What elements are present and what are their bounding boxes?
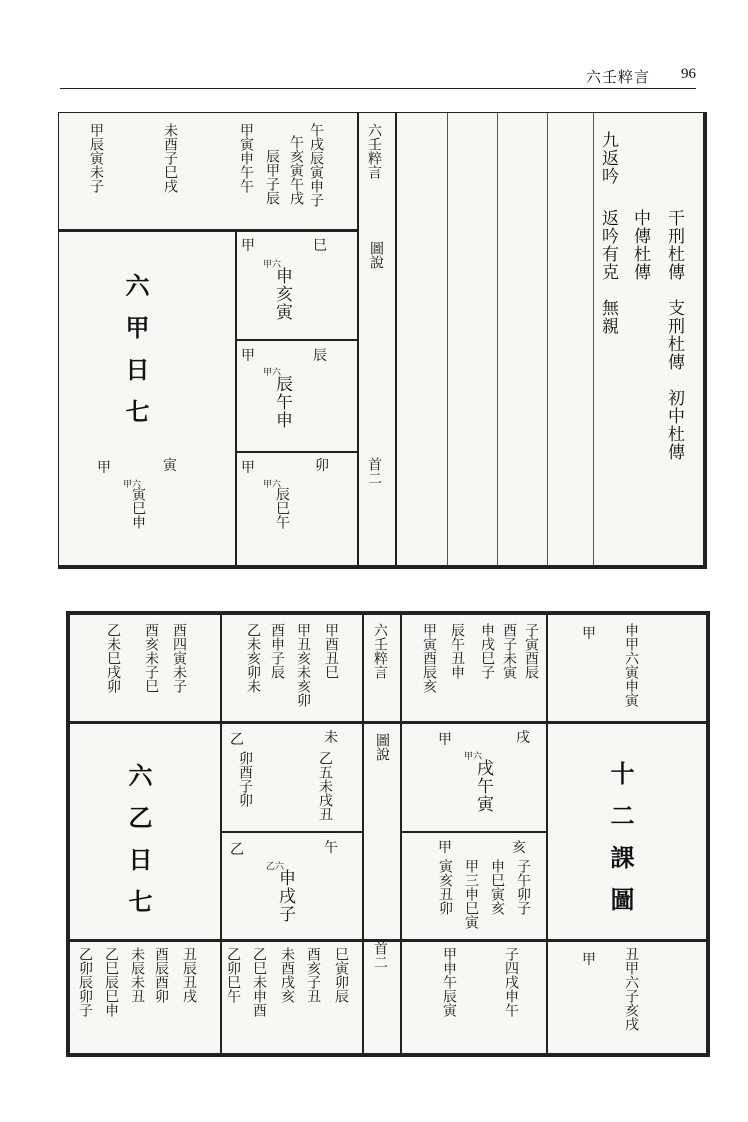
cell-heading: 甲 <box>582 626 596 642</box>
chart-col: 未辰未丑 <box>129 947 145 1003</box>
cell-note: 甲六 <box>263 368 282 378</box>
chart-col: 辰巳午 <box>274 487 290 529</box>
chart-col: 甲辰寅未子 <box>88 123 104 193</box>
chart-title: 十二課圖 <box>606 761 635 929</box>
cell-heading: 甲 <box>241 460 255 476</box>
cell-mark: 寅 <box>163 458 177 474</box>
chart-col: 未酉子巳戌 <box>162 123 178 193</box>
gutter-chapter: 首二 <box>366 457 382 485</box>
cell-note: 甲六 <box>464 752 483 762</box>
gutter-book-title: 六壬粹言 <box>372 623 388 679</box>
day-title: 六甲日七 <box>121 273 150 441</box>
chart-col: 乙巳未申酉 <box>251 947 267 1017</box>
chart-col: 辰午申 <box>272 375 292 429</box>
chart-col: 丑甲六子亥戌 <box>623 947 639 1031</box>
text-line: 中傳杜傳 <box>630 209 650 281</box>
chart-col: 酉亥未子巳 <box>143 623 159 693</box>
chart-col: 申甲六寅申寅 <box>623 623 639 707</box>
gutter-right-border <box>400 615 402 1053</box>
chart-col: 寅巳申 <box>130 487 146 529</box>
day-title: 六乙日七 <box>124 763 153 931</box>
cell-heading: 甲 <box>438 840 452 856</box>
cell-mark: 午 <box>324 840 338 856</box>
chart-col: 未酉戌亥 <box>279 947 295 1003</box>
cell-divider <box>400 831 546 833</box>
chart-col: 乙巳辰巳申 <box>103 947 119 1017</box>
cell-divider <box>235 229 237 565</box>
chart-col: 甲寅酉辰亥 <box>421 623 437 693</box>
chart-col: 甲寅申午午 <box>238 123 254 193</box>
cell-divider <box>235 339 357 341</box>
chart-col: 巳寅卯辰 <box>333 947 349 1003</box>
chart-col: 申亥寅 <box>272 267 292 321</box>
chart-col: 寅亥丑卯 <box>437 859 453 915</box>
rule-line <box>447 113 448 565</box>
chart-col: 甲申午辰寅 <box>441 947 457 1017</box>
cell-mark: 戌 <box>516 730 530 746</box>
cell-note: 甲六 <box>263 260 282 270</box>
horizontal-divider <box>59 229 357 232</box>
cell-heading: 乙 <box>230 842 244 858</box>
gutter-section-tag: 圖說 <box>374 733 390 761</box>
chart-col: 甲酉丑巳 <box>323 623 339 679</box>
cell-mark: 亥 <box>512 840 526 856</box>
page-header <box>60 62 696 89</box>
chart-col: 酉辰酉卯 <box>153 947 169 1003</box>
chart-col: 甲三申巳寅 <box>463 859 479 929</box>
chart-col: 酉四寅未子 <box>171 623 187 693</box>
cell-heading: 甲 <box>582 952 596 968</box>
chart-col: 酉子未寅 <box>501 623 517 679</box>
chart-col: 戌午寅 <box>473 759 493 813</box>
bottom-chart-panel <box>66 611 710 1057</box>
chart-col: 申戌巳子 <box>479 623 495 679</box>
cell-mark: 未 <box>324 730 338 746</box>
rule-line <box>497 113 498 565</box>
chart-col: 乙卯巳午 <box>225 947 241 1003</box>
chart-col: 甲丑亥未亥卯 <box>295 623 311 707</box>
gutter-chapter: 首二 <box>372 941 388 969</box>
cell-divider <box>546 615 548 1053</box>
chart-col: 辰甲子辰 <box>264 149 280 205</box>
text-line: 返吟有克 無親 <box>598 209 618 335</box>
text-heading: 九返吟 <box>598 131 618 185</box>
horizontal-divider <box>70 721 706 724</box>
cell-note: 甲六 <box>123 480 142 490</box>
chart-col: 乙未亥卯未 <box>245 623 261 693</box>
cell-mark: 辰 <box>313 348 327 364</box>
cell-heading: 甲 <box>438 732 452 748</box>
gutter-right-border <box>395 113 397 565</box>
gutter-left-border <box>362 615 364 1053</box>
chart-col: 午亥寅午戌 <box>288 135 304 205</box>
cell-divider <box>235 451 357 453</box>
cell-heading: 甲 <box>241 348 255 364</box>
chart-col: 申戌子 <box>275 869 295 923</box>
chart-col: 酉亥子丑 <box>305 947 321 1003</box>
rule-line <box>547 113 548 565</box>
gutter-section-tag: 圖說 <box>368 241 384 269</box>
text-line: 干刑杜傳 支刑杜傳 初中杜傳 <box>664 209 684 461</box>
gutter-book-title: 六壬粹言 <box>366 123 382 179</box>
chart-col: 辰午丑申 <box>449 623 465 679</box>
chart-col: 乙未巳戌卯 <box>105 623 121 693</box>
cell-note: 甲六 <box>263 480 282 490</box>
page-number: 96 <box>681 66 696 82</box>
top-chart-panel <box>58 112 707 569</box>
cell-divider <box>220 615 222 1053</box>
chart-col: 卯酉子卯 <box>237 751 253 807</box>
chart-col: 酉申子辰 <box>269 623 285 679</box>
horizontal-divider <box>70 939 706 942</box>
gutter-left-border <box>357 113 359 565</box>
chart-col: 乙五未戌丑 <box>317 751 333 821</box>
chart-col: 子寅酉辰 <box>523 623 539 679</box>
cell-mark: 巳 <box>313 238 327 254</box>
cell-divider <box>220 831 362 833</box>
cell-heading: 乙 <box>230 732 244 748</box>
running-title: 六壬粹言 <box>585 68 650 86</box>
cell-mark: 卯 <box>315 458 329 474</box>
cell-heading: 甲 <box>97 460 111 476</box>
chart-col: 午戌辰寅申子 <box>308 123 324 207</box>
chart-col: 乙卯辰卯子 <box>77 947 93 1017</box>
chart-col: 子午卯子 <box>515 859 531 915</box>
cell-heading: 甲 <box>241 238 255 254</box>
chart-col: 申巳寅亥 <box>489 859 505 915</box>
cell-note: 乙六 <box>266 862 285 872</box>
rule-line <box>593 113 594 565</box>
chart-col: 子四戌申午 <box>503 947 519 1017</box>
chart-col: 丑辰丑戌 <box>181 947 197 1003</box>
